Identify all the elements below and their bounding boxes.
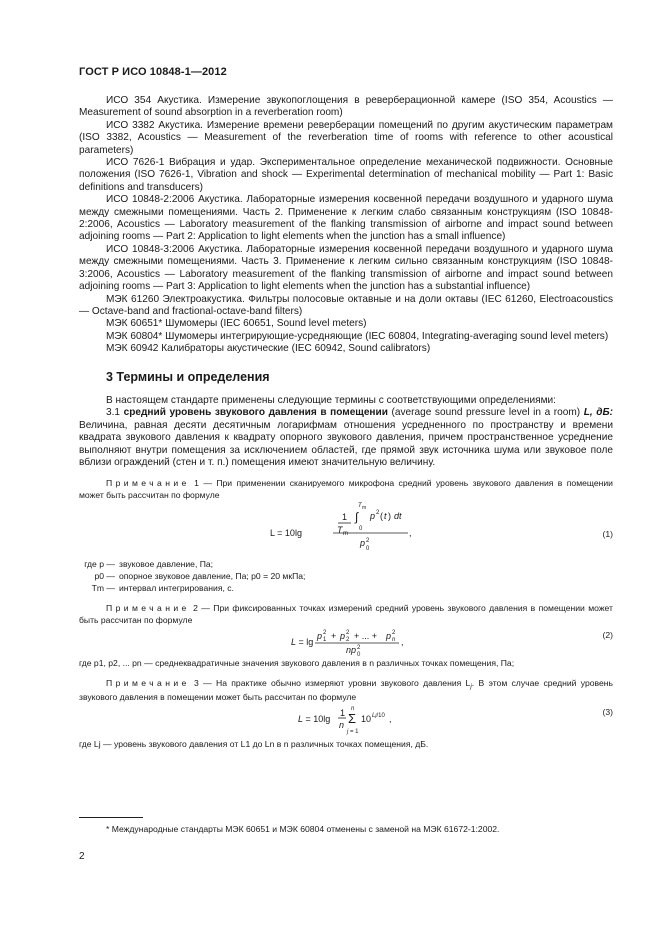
- term-definition: 3.1 средний уровень звукового давления в помещении (average sound pressure level in a room) L, дБ: Величина, равная десяти десятичным логарифмам отношения усредненного по пространству и времени квадрата звукового давления к квадрату опорного звукового давления, причем пространственное усреднение выполняют внутри помещения за исключением областей, где прямой звук источника шума или звуковое поле вблизи ограждений (стен и т. п.) помещения имеют значительную величину.: [79, 407, 614, 468]
- svg-text:dt: dt: [394, 510, 402, 521]
- svg-text:2: 2: [346, 629, 350, 636]
- svg-text:T: T: [358, 502, 362, 509]
- formula-2-graphic: [79, 627, 613, 657]
- svg-text:T: T: [337, 524, 343, 535]
- svg-text:1: 1: [323, 636, 327, 643]
- svg-text:t: t: [384, 510, 387, 521]
- ref-iso-10848-2: ИСО 10848-2:2006 Акустика. Лабораторные измерения косвенной передачи воздушного и ударного шума между смежными помещениями. Часть 2. Применение к легким слабо связанным конструкциям (ISO 10848-2:2006, Acoustics — Laboratory measurement of the flanking transmission of airborne and impact sound between adjoining rooms — Part 2: Application to light elements when the junction has a small influence): [79, 194, 613, 243]
- svg-text:+ ... +: + ... +: [354, 630, 378, 641]
- formula-1: [79, 502, 613, 558]
- svg-text:L = 10lg: L = 10lg: [270, 527, 302, 538]
- ref-iec-60942: МЭК 60942 Калибраторы акустические (IEC 60942, Sound calibrators): [106, 343, 431, 355]
- where-block-3: где Lj — уровень звукового давления от L1 до Ln в n различных точках помещения, дБ.: [79, 739, 429, 750]
- note-3: Примечание 3 — На практике обычно измеряют уровни звукового давления $L_j$. В этом случае средний уровень звукового давления в помещении может быть рассчитан по формуле: [79, 677, 614, 703]
- svg-text:2: 2: [392, 629, 396, 636]
- svg-text:2: 2: [366, 537, 370, 544]
- svg-text:∫: ∫: [355, 509, 359, 524]
- term-symbol: L, дБ:: [583, 407, 614, 419]
- page-body: [79, 95, 613, 750]
- svg-text:p: p: [386, 630, 392, 641]
- svg-text:0: 0: [359, 525, 363, 532]
- svg-text:n: n: [392, 636, 396, 643]
- formula-1-number: (1): [602, 528, 613, 539]
- svg-text:j = 1: j = 1: [347, 729, 359, 736]
- formula-1-graphic: [79, 502, 613, 558]
- formula-2: [79, 627, 613, 657]
- svg-text:,: ,: [409, 527, 412, 538]
- formula-3-number: (3): [602, 707, 613, 718]
- note-1: Примечание 1 — При применении сканируемого микрофона средний уровень звукового давления в помещении может быть рассчитан по формуле: [79, 478, 613, 501]
- section-heading: 3 Термины и определения: [106, 369, 270, 384]
- where-block-2: где p1, p2, ... pn — среднеквадратичные значения звукового давления в n различных точках помещения, Па;: [79, 657, 515, 668]
- svg-text:): ): [388, 510, 391, 521]
- page-header: ГОСТ Р ИСО 10848-1—2012: [79, 66, 227, 78]
- svg-text:+: +: [331, 630, 337, 641]
- svg-text:m: m: [343, 530, 348, 537]
- formula-2-number: (2): [602, 629, 613, 640]
- svg-text:2: 2: [376, 509, 380, 516]
- svg-text:p: p: [360, 537, 366, 548]
- ref-iec-61260: МЭК 61260 Электроакустика. Фильтры полосовые октавные и на доли октавы (IEC 61260, Electroacoustics — Octave-band and fractional-octave-band filters): [79, 293, 613, 317]
- svg-text:L = lg: L = lg: [291, 636, 314, 647]
- svg-text:10: 10: [361, 714, 372, 725]
- svg-text:n: n: [339, 720, 345, 731]
- note-2: Примечание 2 — При фиксированных точках измерений средний уровень звукового давления в помещении может быть рассчитан по формуле: [79, 602, 613, 625]
- footnote: * Международные стандарты МЭК 60651 и МЭК 60804 отменены с заменой на МЭК 61672-1:2002.: [106, 824, 500, 834]
- svg-text:,: ,: [401, 636, 404, 647]
- svg-text:Lj/10: Lj/10: [372, 713, 385, 720]
- svg-text:2: 2: [346, 636, 350, 643]
- svg-text:0: 0: [357, 651, 361, 657]
- svg-text:L = 10lg: L = 10lg: [298, 714, 331, 725]
- svg-text:Σ: Σ: [348, 711, 357, 727]
- ref-iec-60651: МЭК 60651* Шумомеры (IEC 60651, Sound level meters): [106, 318, 367, 330]
- where-block-1: где p — звуковое давление, Па; p0 — опорное звуковое давление, Па; p0 = 20 мкПа; Tm — интервал интегрирования, с.: [84, 558, 306, 593]
- section-intro: В настоящем стандарте применены следующие термины с соответствующими определениями:: [106, 394, 556, 406]
- svg-text:2: 2: [323, 629, 327, 636]
- svg-text:m: m: [362, 504, 367, 511]
- formula-3: [79, 704, 613, 738]
- ref-iec-60804: МЭК 60804* Шумомеры интегрирующие-усредняющие (IEC 60804, Integrating-averaging sound level meters): [106, 330, 609, 342]
- ref-iso-10848-3: ИСО 10848-3:2006 Акустика. Лабораторные измерения косвенной передачи воздушного и ударного шума между смежными помещениями. Часть 3. Применение к легким сильно связанным конструкциям (ISO 10848-3:2006, Acoustics — Laboratory measurement of the flanking transmission of airborne and impact sound between adjoining rooms — Part 3: Application to light elements when the junction has a substantial influence): [79, 243, 613, 293]
- svg-text:1: 1: [340, 708, 346, 719]
- svg-text:(: (: [380, 510, 383, 521]
- svg-text:1: 1: [342, 511, 348, 522]
- page-number: 2: [79, 851, 85, 862]
- term-name: средний уровень звукового давления в помещении: [123, 407, 388, 419]
- svg-text:0: 0: [366, 545, 370, 552]
- ref-iso-3382: ИСО 3382 Акустика. Измерение времени реверберации помещений по другим акустическим параметрам (ISO 3382, Acoustics — Measurement of the reverberation time of rooms with reference to other acoustical parameters): [79, 119, 613, 156]
- svg-text:2: 2: [357, 644, 361, 651]
- svg-text:np: np: [346, 644, 357, 655]
- svg-text:,: ,: [389, 714, 392, 725]
- ref-iso-7626-1: ИСО 7626-1 Вибрация и удар. Экспериментальное определение механической подвижности. Основные положения (ISO 7626-1, Vibration and shock — Experimental determination of mechanical mobility — Part 1: Basic definitions and transducers): [79, 157, 613, 193]
- svg-text:p: p: [370, 510, 376, 521]
- svg-text:p: p: [340, 630, 346, 641]
- svg-text:p: p: [317, 630, 323, 641]
- ref-iso-354: ИСО 354 Акустика. Измерение звукопоглощения в реверберационной камере (ISO 354, Acoustics — Measurement of sound absorption in a reverberation room): [79, 95, 613, 119]
- formula-3-graphic: [79, 704, 613, 738]
- footnote-separator: [79, 817, 143, 818]
- svg-text:n: n: [351, 706, 355, 713]
